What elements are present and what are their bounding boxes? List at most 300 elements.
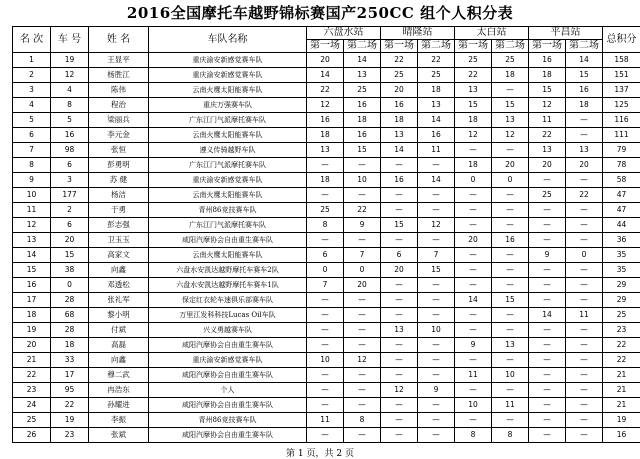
total-cell: 21 [603, 368, 640, 383]
score-cell: — [566, 203, 603, 218]
score-cell: — [529, 383, 566, 398]
score-cell: 16 [344, 98, 381, 113]
score-cell: — [344, 308, 381, 323]
name-cell: 张恒 [89, 143, 149, 158]
score-cell: 15 [566, 68, 603, 83]
number-cell: 98 [51, 143, 89, 158]
name-cell: 李元金 [89, 128, 149, 143]
team-cell: 咸阳汽摩协会自由重生赛车队 [149, 398, 307, 413]
table-row [13, 368, 640, 383]
table-row [13, 233, 640, 248]
standings-table [12, 26, 640, 443]
score-cell: 16 [566, 83, 603, 98]
name-cell: 杨洁 [89, 188, 149, 203]
score-cell: 10 [418, 323, 455, 338]
score-cell: 14 [418, 113, 455, 128]
name-cell: 付斌 [89, 323, 149, 338]
score-cell: 15 [381, 218, 418, 233]
score-cell: 12 [492, 128, 529, 143]
team-cell: 咸阳汽摩协会自由重生赛车队 [149, 338, 307, 353]
total-cell: 58 [603, 173, 640, 188]
rank-cell: 13 [13, 233, 51, 248]
number-cell: 8 [51, 98, 89, 113]
score-cell: 18 [566, 98, 603, 113]
score-cell: 15 [344, 143, 381, 158]
score-cell: 0 [344, 263, 381, 278]
score-cell: 14 [529, 308, 566, 323]
team-cell: 广东江门气派摩托赛车队 [149, 218, 307, 233]
name-cell: 苏 健 [89, 173, 149, 188]
score-cell: — [418, 158, 455, 173]
total-cell: 36 [603, 233, 640, 248]
rank-cell: 14 [13, 248, 51, 263]
team-cell: 广东江门气派摩托赛车队 [149, 113, 307, 128]
score-cell: — [529, 233, 566, 248]
name-cell: 孙耀进 [89, 398, 149, 413]
score-cell: 25 [418, 68, 455, 83]
rank-cell: 24 [13, 398, 51, 413]
team-cell: 兴义勇越赛车队 [149, 323, 307, 338]
score-cell: 20 [492, 158, 529, 173]
score-cell: — [418, 413, 455, 428]
score-cell: 25 [529, 188, 566, 203]
team-cell: 咸阳汽摩协会自由重生赛车队 [149, 233, 307, 248]
header-heat1: 第一场 [455, 40, 492, 53]
score-cell: 14 [455, 293, 492, 308]
team-cell: 云南火鹰太阳能赛车队 [149, 188, 307, 203]
score-cell: 14 [566, 53, 603, 68]
rank-cell: 8 [13, 158, 51, 173]
table-row [13, 143, 640, 158]
team-cell: 青州86竞技赛车队 [149, 203, 307, 218]
header-heat2: 第二场 [492, 40, 529, 53]
table-row [13, 308, 640, 323]
page-title: 2016全国摩托车越野锦标赛国产250CC 组个人积分表 [0, 0, 640, 26]
score-cell: 10 [455, 398, 492, 413]
header-name: 姓 名 [89, 27, 149, 53]
name-cell: 穆二武 [89, 368, 149, 383]
score-cell: 25 [381, 68, 418, 83]
number-cell: 95 [51, 383, 89, 398]
score-cell: 12 [344, 353, 381, 368]
number-cell: 28 [51, 323, 89, 338]
table-row [13, 248, 640, 263]
name-cell: 王显平 [89, 53, 149, 68]
table-row [13, 68, 640, 83]
score-cell: — [566, 293, 603, 308]
name-cell: 张斌 [89, 428, 149, 443]
score-cell: — [566, 368, 603, 383]
header-heat2: 第二场 [418, 40, 455, 53]
score-cell: — [492, 278, 529, 293]
total-cell: 151 [603, 68, 640, 83]
score-cell: — [418, 203, 455, 218]
score-cell: — [492, 83, 529, 98]
score-cell: 18 [418, 83, 455, 98]
score-cell: — [529, 203, 566, 218]
header-total: 总积分 [603, 27, 640, 53]
header-station-pingchang: 平昌站 [529, 27, 603, 40]
score-cell: — [381, 353, 418, 368]
score-cell: 22 [455, 68, 492, 83]
team-cell: 六盘水安凯达越野摩托车赛车2队 [149, 263, 307, 278]
score-cell: — [381, 158, 418, 173]
team-cell: 青州86竞技赛车队 [149, 413, 307, 428]
score-cell: 22 [418, 53, 455, 68]
total-cell: 16 [603, 428, 640, 443]
table-row [13, 158, 640, 173]
total-cell: 79 [603, 143, 640, 158]
score-cell: 16 [381, 98, 418, 113]
score-cell: 8 [455, 428, 492, 443]
score-cell: 9 [529, 248, 566, 263]
score-cell: 0 [455, 173, 492, 188]
team-cell: 云南火鹰太阳能赛车队 [149, 128, 307, 143]
score-cell: 0 [566, 248, 603, 263]
score-cell: 7 [418, 248, 455, 263]
score-cell: 20 [381, 263, 418, 278]
score-cell: 14 [344, 53, 381, 68]
score-cell: — [529, 428, 566, 443]
score-cell: — [307, 308, 344, 323]
score-cell: 18 [307, 128, 344, 143]
rank-cell: 26 [13, 428, 51, 443]
number-cell: 19 [51, 53, 89, 68]
total-cell: 19 [603, 413, 640, 428]
score-cell: — [418, 353, 455, 368]
score-cell: — [418, 368, 455, 383]
score-cell: — [381, 203, 418, 218]
score-cell: 12 [381, 383, 418, 398]
score-cell: — [492, 263, 529, 278]
score-cell: — [455, 188, 492, 203]
table-row [13, 173, 640, 188]
score-cell: 12 [418, 218, 455, 233]
score-cell: — [566, 383, 603, 398]
number-cell: 2 [51, 203, 89, 218]
score-cell: 13 [381, 323, 418, 338]
rank-cell: 17 [13, 293, 51, 308]
name-cell: 邓透松 [89, 278, 149, 293]
score-cell: — [307, 338, 344, 353]
score-cell: — [566, 128, 603, 143]
score-cell: 16 [529, 53, 566, 68]
score-cell: 9 [455, 338, 492, 353]
score-cell: — [455, 323, 492, 338]
number-cell: 5 [51, 113, 89, 128]
score-cell: — [344, 383, 381, 398]
team-cell: 万里江发科科技Lucas Oil车队 [149, 308, 307, 323]
score-cell: 18 [307, 173, 344, 188]
rank-cell: 4 [13, 98, 51, 113]
name-cell: 张礼军 [89, 293, 149, 308]
name-cell: 向鑫 [89, 353, 149, 368]
score-cell: — [566, 278, 603, 293]
score-cell: — [566, 173, 603, 188]
score-cell: — [566, 398, 603, 413]
rank-cell: 19 [13, 323, 51, 338]
rank-cell: 21 [13, 353, 51, 368]
number-cell: 177 [51, 188, 89, 203]
score-cell: — [418, 398, 455, 413]
team-cell: 云南火鹰太阳能赛车队 [149, 248, 307, 263]
score-cell: 22 [566, 188, 603, 203]
team-cell: 保定红衣轮车速俱乐部赛车队 [149, 293, 307, 308]
score-cell: — [344, 428, 381, 443]
score-cell: 12 [529, 98, 566, 113]
score-cell: — [529, 353, 566, 368]
score-cell: 13 [529, 143, 566, 158]
score-cell: 14 [307, 68, 344, 83]
score-cell: 16 [492, 233, 529, 248]
table-row [13, 113, 640, 128]
score-cell: 11 [307, 413, 344, 428]
score-cell: 16 [418, 128, 455, 143]
number-cell: 20 [51, 233, 89, 248]
name-cell: 高磊 [89, 338, 149, 353]
team-cell: 重庆渝安新感觉赛车队 [149, 53, 307, 68]
score-cell: — [344, 293, 381, 308]
score-cell: 10 [344, 173, 381, 188]
score-cell: — [529, 218, 566, 233]
header-heat1: 第一场 [307, 40, 344, 53]
score-cell: — [455, 383, 492, 398]
rank-cell: 22 [13, 368, 51, 383]
total-cell: 116 [603, 113, 640, 128]
score-cell: — [418, 428, 455, 443]
team-cell: 个人 [149, 383, 307, 398]
rank-cell: 9 [13, 173, 51, 188]
header-station-qinglong: 晴隆站 [381, 27, 455, 40]
score-cell: — [492, 353, 529, 368]
name-cell: 冉浩东 [89, 383, 149, 398]
name-cell: 彭勇明 [89, 158, 149, 173]
score-cell: — [492, 203, 529, 218]
score-cell: — [455, 143, 492, 158]
score-cell: — [418, 293, 455, 308]
number-cell: 18 [51, 338, 89, 353]
score-cell: 0 [307, 263, 344, 278]
total-cell: 44 [603, 218, 640, 233]
score-cell: — [492, 383, 529, 398]
name-cell: 于勇 [89, 203, 149, 218]
score-cell: 10 [307, 353, 344, 368]
total-cell: 21 [603, 383, 640, 398]
team-cell: 云南火鹰太阳能赛车队 [149, 83, 307, 98]
score-cell: 25 [492, 53, 529, 68]
score-cell: 18 [529, 68, 566, 83]
score-cell: — [566, 353, 603, 368]
score-cell: — [455, 218, 492, 233]
header-team: 车队名称 [149, 27, 307, 53]
rank-cell: 12 [13, 218, 51, 233]
number-cell: 19 [51, 413, 89, 428]
rank-cell: 18 [13, 308, 51, 323]
number-cell: 68 [51, 308, 89, 323]
score-cell: — [455, 263, 492, 278]
score-cell: — [455, 203, 492, 218]
score-cell: — [566, 218, 603, 233]
number-cell: 3 [51, 173, 89, 188]
score-cell: — [307, 323, 344, 338]
score-cell: 16 [307, 113, 344, 128]
team-cell: 广东江门气派摩托赛车队 [149, 158, 307, 173]
score-cell: 13 [492, 113, 529, 128]
name-cell: 李振 [89, 413, 149, 428]
score-cell: 9 [418, 383, 455, 398]
score-cell: 18 [492, 68, 529, 83]
score-cell: — [492, 143, 529, 158]
number-cell: 38 [51, 263, 89, 278]
table-row [13, 263, 640, 278]
table-row [13, 278, 640, 293]
score-cell: 6 [307, 248, 344, 263]
score-cell: — [307, 383, 344, 398]
score-cell: 14 [418, 173, 455, 188]
table-row [13, 53, 640, 68]
table-row [13, 293, 640, 308]
score-cell: 13 [455, 83, 492, 98]
table-row [13, 353, 640, 368]
score-cell: 13 [307, 143, 344, 158]
total-cell: 29 [603, 293, 640, 308]
page-footer: 第 1 页，共 2 页 [0, 446, 640, 459]
score-cell: 20 [344, 278, 381, 293]
score-cell: 13 [566, 143, 603, 158]
score-cell: 8 [344, 413, 381, 428]
table-row [13, 413, 640, 428]
score-cell: 13 [492, 338, 529, 353]
score-cell: 11 [529, 113, 566, 128]
total-cell: 78 [603, 158, 640, 173]
total-cell: 29 [603, 278, 640, 293]
total-cell: 47 [603, 188, 640, 203]
score-cell: — [566, 323, 603, 338]
rank-cell: 5 [13, 113, 51, 128]
score-cell: 22 [344, 203, 381, 218]
header-heat2: 第二场 [566, 40, 603, 53]
table-body [13, 53, 640, 443]
score-cell: — [381, 278, 418, 293]
score-cell: — [566, 113, 603, 128]
total-cell: 47 [603, 203, 640, 218]
header-number: 车 号 [51, 27, 89, 53]
name-cell: 彭志强 [89, 218, 149, 233]
score-cell: 7 [307, 278, 344, 293]
name-cell: 杨胜江 [89, 68, 149, 83]
score-cell: — [529, 173, 566, 188]
score-cell: 20 [455, 233, 492, 248]
score-cell: — [529, 398, 566, 413]
score-cell: — [529, 338, 566, 353]
total-cell: 22 [603, 338, 640, 353]
team-cell: 重庆渝安新感觉赛车队 [149, 68, 307, 83]
total-cell: 35 [603, 248, 640, 263]
score-cell: 13 [418, 98, 455, 113]
name-cell: 高家文 [89, 248, 149, 263]
total-cell: 21 [603, 398, 640, 413]
table-row [13, 428, 640, 443]
score-cell: 9 [344, 218, 381, 233]
score-cell: — [344, 398, 381, 413]
score-cell: 25 [344, 83, 381, 98]
table-row [13, 98, 640, 113]
rank-cell: 2 [13, 68, 51, 83]
number-cell: 12 [51, 68, 89, 83]
score-cell: 11 [566, 308, 603, 323]
score-cell: — [381, 308, 418, 323]
score-cell: 13 [344, 68, 381, 83]
rank-cell: 25 [13, 413, 51, 428]
score-cell: 22 [381, 53, 418, 68]
score-cell: 20 [566, 158, 603, 173]
table-row [13, 383, 640, 398]
number-cell: 6 [51, 158, 89, 173]
score-cell: 20 [307, 53, 344, 68]
score-cell: — [344, 323, 381, 338]
total-cell: 23 [603, 323, 640, 338]
name-cell: 向鑫 [89, 263, 149, 278]
total-cell: 125 [603, 98, 640, 113]
score-cell: — [381, 188, 418, 203]
team-cell: 遵义传骑越野车队 [149, 143, 307, 158]
score-cell: — [418, 308, 455, 323]
score-cell: — [566, 413, 603, 428]
score-cell: — [455, 353, 492, 368]
score-cell: — [307, 158, 344, 173]
rank-cell: 6 [13, 128, 51, 143]
score-cell: — [344, 233, 381, 248]
score-cell: 13 [381, 128, 418, 143]
name-cell: 梁丽兵 [89, 113, 149, 128]
score-cell: 10 [492, 368, 529, 383]
rank-cell: 11 [13, 203, 51, 218]
rank-cell: 1 [13, 53, 51, 68]
score-cell: 0 [492, 173, 529, 188]
score-cell: — [418, 188, 455, 203]
score-cell: 22 [307, 83, 344, 98]
number-cell: 16 [51, 128, 89, 143]
score-cell: 11 [455, 368, 492, 383]
score-cell: 20 [529, 158, 566, 173]
name-cell: 黎小明 [89, 308, 149, 323]
score-cell: — [529, 413, 566, 428]
number-cell: 22 [51, 398, 89, 413]
score-cell: — [566, 338, 603, 353]
team-cell: 咸阳汽摩协会自由重生赛车队 [149, 428, 307, 443]
score-cell: 6 [381, 248, 418, 263]
team-cell: 重庆渝安新感觉赛车队 [149, 353, 307, 368]
score-cell: — [307, 233, 344, 248]
name-cell: 程治 [89, 98, 149, 113]
total-cell: 111 [603, 128, 640, 143]
table-row [13, 83, 640, 98]
rank-cell: 10 [13, 188, 51, 203]
score-cell: — [307, 428, 344, 443]
score-cell: 18 [455, 113, 492, 128]
score-cell: — [455, 308, 492, 323]
score-cell: — [381, 428, 418, 443]
header-station-liupanshui: 六盘水站 [307, 27, 381, 40]
team-cell: 重庆万强赛车队 [149, 98, 307, 113]
score-cell: — [566, 428, 603, 443]
name-cell: 陈伟 [89, 83, 149, 98]
score-cell: — [418, 233, 455, 248]
score-cell: — [344, 368, 381, 383]
team-cell: 咸阳汽摩协会自由重生赛车队 [149, 368, 307, 383]
header-heat1: 第一场 [529, 40, 566, 53]
score-cell: 25 [455, 53, 492, 68]
